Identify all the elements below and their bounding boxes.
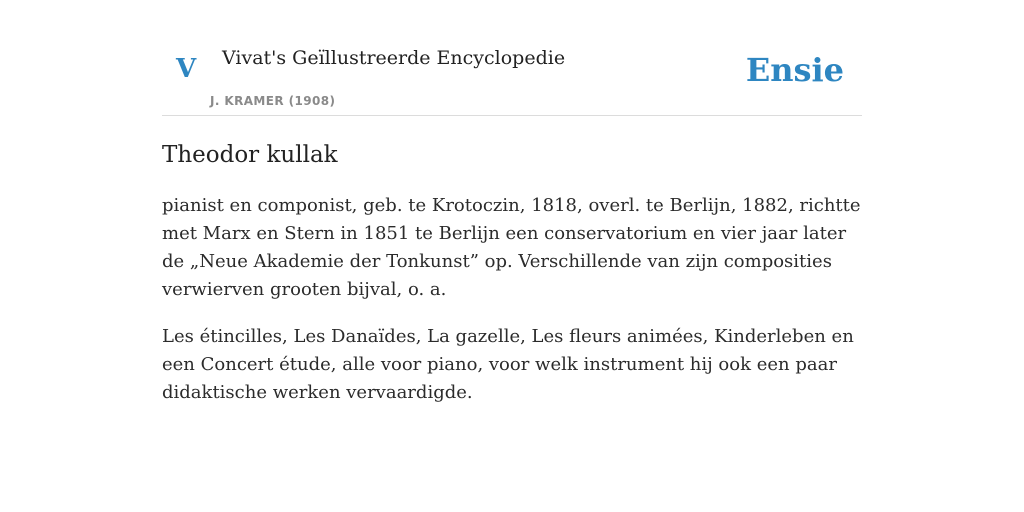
entry-body [162, 192, 862, 426]
entry-title: Theodor kullak [162, 142, 338, 168]
source-header [162, 0, 862, 116]
page [162, 0, 862, 512]
source-title[interactable]: Vivat's Geïllustreerde Encyclopedie [222, 47, 566, 69]
brand-logo[interactable]: Ensie [745, 51, 844, 89]
entry-paragraph: pianist en componist, geb. te Krotoczin, 1818, overl. te Berlijn, 1882, richtte met Marx en Stern in 1851 te Berlijn een conservatorium en vier jaar later de „Neue Akademie der Tonkunst” op. Verschillende van zijn composities verwierven grooten bijval, o. a. [162, 195, 861, 300]
source-author: J. KRAMER (1908) [210, 94, 336, 108]
source-badge[interactable]: V [176, 54, 197, 84]
entry-paragraph: Les étincilles, Les Danaïdes, La gazelle, Les fleurs animées, Kinderleben en een Concert étude, alle voor piano, voor welk instrument hij ook een paar didaktische werken vervaardigde. [162, 326, 854, 403]
